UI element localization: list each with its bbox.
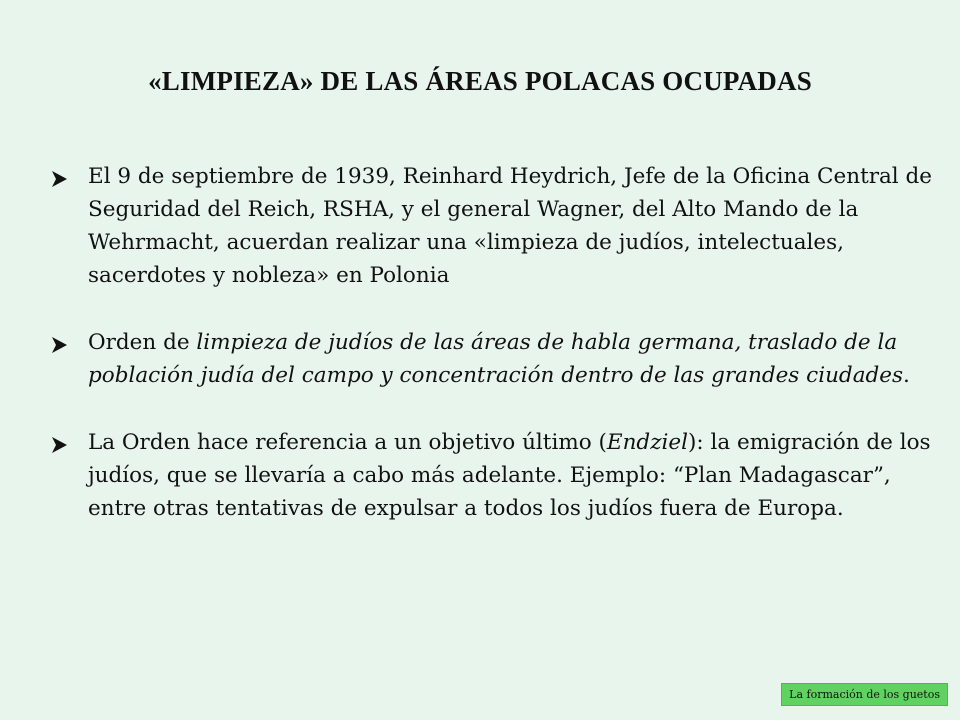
arrowhead-bullet-icon <box>52 171 67 187</box>
bullet-text-suffix: ): la emigración de los judíos, que se llevaría a cabo más adelante. Ejemplo: “Plan Madagascar”, entre otras tentativas de expulsar a todos los judíos fuera de Europa. <box>88 430 931 521</box>
bullet-text: El 9 de septiembre de 1939, Reinhard Heydrich, Jefe de la Oficina Central de Seguridad del Reich, RSHA, y el general Wagner, del Alto Mando de la Wehrmacht, acuerdan realizar una «limpieza de judíos, intelectuales, sacerdotes y nobleza» en Polonia <box>88 164 933 288</box>
bullet-list <box>52 160 932 559</box>
bullet-text-prefix: La Orden hace referencia a un objetivo último ( <box>88 430 607 455</box>
bullet-text-italic: Endziel <box>606 430 688 455</box>
bullet-text <box>88 326 932 392</box>
slide-title: «LIMPIEZA» DE LAS ÁREAS POLACAS OCUPADAS <box>148 66 812 96</box>
bullet-item-cleansing-order <box>52 326 932 392</box>
bullet-text <box>88 426 932 525</box>
bullet-text-italic: limpieza de judíos de las áreas de habla germana, traslado de la población judía del campo y concentración dentro de las grandes ciudades <box>88 330 904 388</box>
bullet-item-endziel-emigration <box>52 426 932 525</box>
arrowhead-bullet-icon <box>52 437 67 453</box>
section-link-badge[interactable]: La formación de los guetos <box>781 683 948 706</box>
bullet-text-prefix: Orden de <box>88 330 197 355</box>
arrowhead-bullet-icon <box>52 337 67 353</box>
bullet-text-suffix: . <box>903 363 910 388</box>
bullet-item-heydrich-agreement <box>52 160 932 292</box>
